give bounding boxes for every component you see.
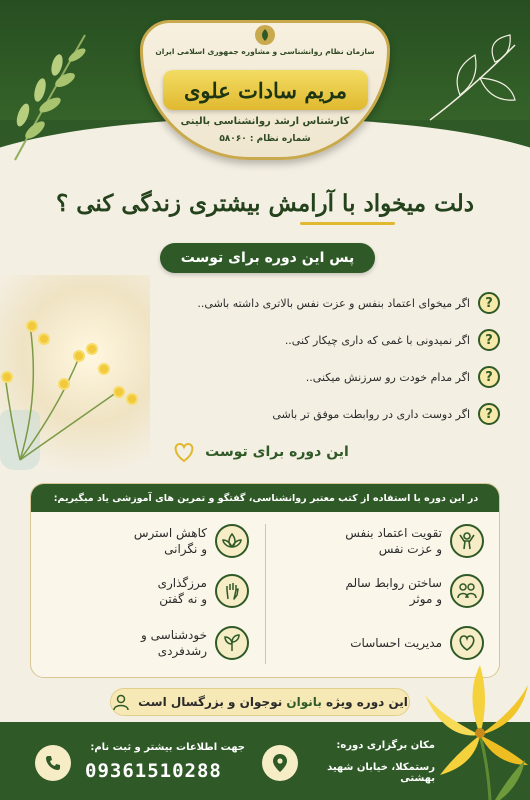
- sprout-icon: [215, 626, 249, 660]
- therapist-title: کارشناس ارشد روانشناسی بالینی: [180, 116, 350, 127]
- question-row: [306, 366, 500, 388]
- venue-address: رستمکلا، خیابان شهید بهشتی: [327, 762, 435, 784]
- benefit-item: [345, 574, 484, 608]
- benefits-heading: در این دوره با استفاده از کتب معتبر روانشناسی، گفتگو و تمرین های آموزشی یاد میگیریم:: [31, 484, 500, 512]
- question-mark-icon: ?: [478, 403, 500, 425]
- benefit-label: کاهش استرس و نگرانی: [133, 525, 207, 556]
- audience-suffix: نوجوان و بزرگسال است: [138, 695, 283, 709]
- audience-banner: [110, 688, 410, 716]
- question-text: اگر میخوای اعتماد بنفس و عزت نفس بالاتری داشته باشی..: [197, 296, 470, 310]
- location-icon-badge: [262, 745, 298, 781]
- benefit-label: ساختن روابط سالم و موثر: [345, 575, 442, 606]
- location-pin-icon: [272, 753, 288, 773]
- registration-number: شماره نظام : ۵۸۰۶۰: [219, 134, 311, 144]
- organization-logo-icon: [255, 25, 275, 45]
- question-mark-icon: ?: [478, 366, 500, 388]
- audience-highlight: بانوان: [286, 695, 322, 709]
- flower: [28, 322, 36, 330]
- lotus-icon: [215, 524, 249, 558]
- flower: [88, 345, 96, 353]
- benefit-item: [345, 524, 484, 558]
- contact-label: جهت اطلاعات بیشتر و ثبت نام:: [90, 742, 245, 753]
- phone-number[interactable]: 09361510288: [85, 760, 222, 782]
- for-you-line: [160, 441, 360, 463]
- benefit-item: [158, 574, 249, 608]
- lily-flower-icon: [420, 655, 530, 800]
- leaf-branch-left-icon: [5, 25, 100, 165]
- question-text: اگر نمیدونی با غمی که داری چیکار کنی..: [284, 333, 470, 347]
- phone-icon: [44, 754, 62, 772]
- benefit-label: مرزگذاری و نه گفتن: [157, 575, 207, 606]
- benefits-box: [30, 483, 500, 678]
- flower: [128, 395, 136, 403]
- for-you-pill: پس این دوره برای توست: [160, 243, 375, 273]
- flower: [60, 380, 68, 388]
- flower: [100, 365, 108, 373]
- divider: [265, 524, 266, 664]
- people-icon: [450, 574, 484, 608]
- stop-hand-icon: [215, 574, 249, 608]
- venue-label: مکان برگزاری دوره:: [336, 740, 435, 751]
- headline-underline: [300, 222, 395, 225]
- flower: [75, 352, 83, 360]
- question-row: [285, 329, 500, 351]
- person-raised-arms-icon: [450, 524, 484, 558]
- question-mark-icon: ?: [478, 292, 500, 314]
- organization-name: سازمان نظام روانشناسی و مشاوره جمهوری اسلامی ایران: [155, 47, 375, 56]
- question-text: اگر دوست داری در روابطت موفق تر باشی: [272, 407, 470, 421]
- flower: [3, 373, 11, 381]
- question-row: [272, 403, 500, 425]
- flower: [115, 388, 123, 396]
- audience-prefix: این دوره ویژه: [326, 695, 408, 709]
- benefit-label: تقویت اعتماد بنفس و عزت نفس: [345, 525, 442, 556]
- name-plate: [163, 70, 368, 110]
- flower: [40, 335, 48, 343]
- benefit-item: [134, 524, 249, 558]
- benefit-item: [141, 626, 249, 660]
- phone-icon-badge: [35, 745, 71, 781]
- question-text: اگر مدام خودت رو سرزنش میکنی..: [305, 370, 470, 384]
- benefit-label: مدیریت احساسات: [350, 635, 442, 650]
- audience-text: [138, 695, 408, 709]
- question-row: [197, 292, 500, 314]
- user-icon: [112, 693, 130, 711]
- question-mark-icon: ?: [478, 329, 500, 351]
- flower-stems-icon: [0, 295, 150, 465]
- benefit-label: خودشناسی و رشدفردی: [141, 627, 207, 658]
- leaf-outline-right-icon: [420, 30, 530, 130]
- therapist-name: مریم سادات علوی: [184, 77, 347, 103]
- headline: دلت میخواد با آرامش بیشتری زندگی کنی ؟: [56, 190, 474, 217]
- for-you-text: این دوره برای توست: [205, 444, 349, 460]
- hand-heart-icon: [171, 441, 197, 463]
